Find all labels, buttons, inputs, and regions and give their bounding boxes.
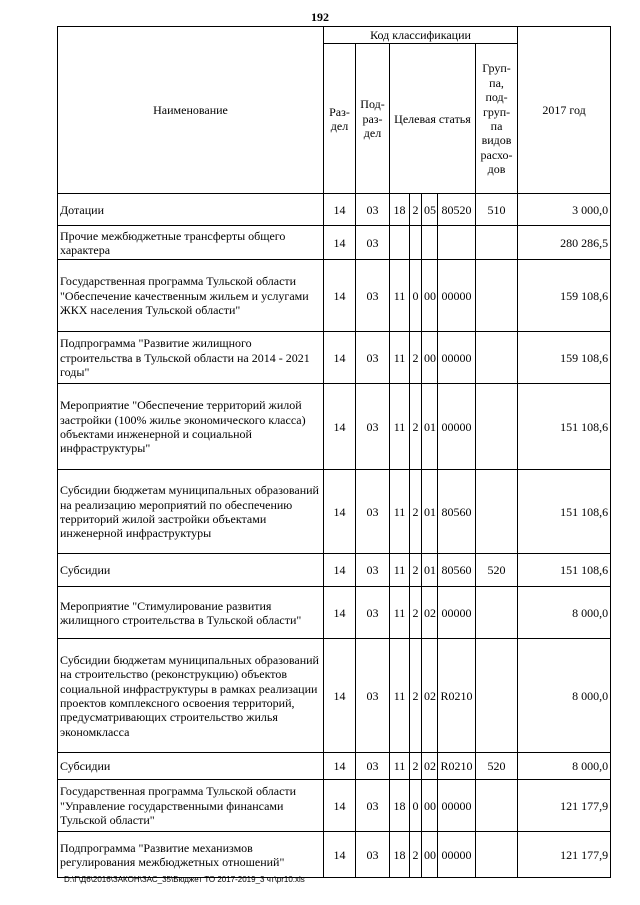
cell-amount: 8 000,0 (518, 639, 611, 753)
table-row (58, 832, 611, 878)
header-year: 2017 год (518, 27, 611, 194)
cell-name: Субсидии бюджетам муниципальных образований на строительство (реконструкцию) объектов социальной инфраструктуры в рамках реализации проектов комплексного освоения территорий, предусматривающих строительство жилья экономкласса (58, 639, 324, 753)
table-row (58, 194, 611, 226)
cell-subsection: 03 (356, 587, 390, 639)
cell-expense-group (476, 587, 518, 639)
cell-target-event: 01 (422, 470, 438, 554)
cell-target-subprogram: 2 (410, 332, 422, 384)
cell-expense-group: 520 (476, 753, 518, 780)
cell-name: Государственная программа Тульской области "Обеспечение качественным жильем и услугами ЖКХ населения Тульской области" (58, 260, 324, 332)
cell-target-event: 01 (422, 554, 438, 587)
cell-target-program: 11 (390, 639, 410, 753)
cell-target-subprogram: 2 (410, 554, 422, 587)
cell-amount: 159 108,6 (518, 332, 611, 384)
cell-target-program: 11 (390, 554, 410, 587)
cell-name: Субсидии бюджетам муниципальных образований на реализацию мероприятий по обеспечению территорий жилой застройки объектами инженерной инфраструктуры (58, 470, 324, 554)
table-row (58, 384, 611, 470)
header-row-top (58, 27, 611, 44)
cell-subsection: 03 (356, 554, 390, 587)
cell-name: Подпрограмма "Развитие механизмов регулирования межбюджетных отношений" (58, 832, 324, 878)
cell-target-direction: 80560 (438, 470, 476, 554)
cell-expense-group (476, 260, 518, 332)
cell-subsection: 03 (356, 260, 390, 332)
footer-file-path: D:\Г\Д6\2016\ЗАКОН\ЗАС_35\Бюджет ТО 2017-2019_3 чт\pr10.xls (64, 875, 305, 884)
cell-section: 14 (324, 554, 356, 587)
cell-target-direction: 00000 (438, 384, 476, 470)
cell-target-program: 11 (390, 587, 410, 639)
cell-target-program: 11 (390, 260, 410, 332)
cell-target-event: 00 (422, 332, 438, 384)
cell-target-direction (438, 226, 476, 260)
cell-section: 14 (324, 587, 356, 639)
cell-target-direction: R0210 (438, 639, 476, 753)
budget-table (57, 26, 611, 878)
cell-section: 14 (324, 194, 356, 226)
cell-target-event (422, 226, 438, 260)
cell-target-direction: 00000 (438, 587, 476, 639)
cell-target-event: 02 (422, 587, 438, 639)
cell-target-event: 02 (422, 639, 438, 753)
cell-target-subprogram: 2 (410, 832, 422, 878)
table-row (58, 226, 611, 260)
cell-amount: 151 108,6 (518, 470, 611, 554)
cell-section: 14 (324, 780, 356, 832)
cell-target-program: 18 (390, 194, 410, 226)
table-body (58, 194, 611, 878)
cell-name: Мероприятие "Стимулирование развития жилищного строительства в Тульской области" (58, 587, 324, 639)
cell-target-subprogram: 2 (410, 384, 422, 470)
cell-amount: 121 177,9 (518, 780, 611, 832)
cell-target-program: 11 (390, 470, 410, 554)
cell-subsection: 03 (356, 194, 390, 226)
cell-target-program: 11 (390, 753, 410, 780)
cell-expense-group (476, 639, 518, 753)
table-row (58, 753, 611, 780)
cell-amount: 151 108,6 (518, 554, 611, 587)
cell-target-event: 02 (422, 753, 438, 780)
cell-expense-group (476, 832, 518, 878)
cell-amount: 121 177,9 (518, 832, 611, 878)
cell-target-program: 18 (390, 780, 410, 832)
cell-expense-group (476, 780, 518, 832)
table-row (58, 332, 611, 384)
cell-name: Субсидии (58, 554, 324, 587)
cell-target-direction: 80520 (438, 194, 476, 226)
cell-name: Дотации (58, 194, 324, 226)
cell-target-direction: 80560 (438, 554, 476, 587)
header-expense-group: Груп-па, под-груп-па видов расхо-дов (476, 44, 518, 194)
cell-expense-group (476, 470, 518, 554)
cell-amount: 3 000,0 (518, 194, 611, 226)
cell-target-subprogram: 2 (410, 587, 422, 639)
cell-target-subprogram: 0 (410, 780, 422, 832)
cell-target-program: 11 (390, 332, 410, 384)
cell-target-event: 01 (422, 384, 438, 470)
cell-target-program (390, 226, 410, 260)
cell-subsection: 03 (356, 639, 390, 753)
cell-target-event: 00 (422, 260, 438, 332)
cell-target-direction: 00000 (438, 832, 476, 878)
cell-subsection: 03 (356, 753, 390, 780)
cell-target-direction: R0210 (438, 753, 476, 780)
cell-section: 14 (324, 384, 356, 470)
header-classification: Код классификации (324, 27, 518, 44)
cell-expense-group (476, 226, 518, 260)
cell-name: Подпрограмма "Развитие жилищного строительства в Тульской области на 2014 - 2021 годы" (58, 332, 324, 384)
table-row (58, 639, 611, 753)
cell-amount: 151 108,6 (518, 384, 611, 470)
cell-subsection: 03 (356, 384, 390, 470)
cell-section: 14 (324, 260, 356, 332)
cell-subsection: 03 (356, 226, 390, 260)
header-section: Раз-дел (324, 44, 356, 194)
header-name: Наименование (58, 27, 324, 194)
cell-name: Мероприятие "Обеспечение территорий жилой застройки (100% жилье экономического класса) объектами инженерной и социальной инфраструктуры" (58, 384, 324, 470)
cell-target-direction: 00000 (438, 332, 476, 384)
header-target-article: Целевая статья (390, 44, 476, 194)
cell-target-subprogram: 0 (410, 260, 422, 332)
cell-section: 14 (324, 639, 356, 753)
cell-target-subprogram: 2 (410, 639, 422, 753)
cell-target-program: 11 (390, 384, 410, 470)
cell-section: 14 (324, 226, 356, 260)
cell-target-event: 05 (422, 194, 438, 226)
table-row (58, 587, 611, 639)
cell-target-subprogram: 2 (410, 194, 422, 226)
page-number: 192 (311, 10, 329, 24)
table-row (58, 470, 611, 554)
cell-subsection: 03 (356, 470, 390, 554)
cell-target-program: 18 (390, 832, 410, 878)
cell-expense-group: 510 (476, 194, 518, 226)
cell-amount: 159 108,6 (518, 260, 611, 332)
cell-section: 14 (324, 470, 356, 554)
cell-name: Государственная программа Тульской области "Управление государственными финансами Тульской области" (58, 780, 324, 832)
cell-target-event: 00 (422, 832, 438, 878)
cell-subsection: 03 (356, 780, 390, 832)
cell-target-subprogram (410, 226, 422, 260)
cell-subsection: 03 (356, 832, 390, 878)
cell-expense-group (476, 384, 518, 470)
cell-target-subprogram: 2 (410, 753, 422, 780)
cell-target-event: 00 (422, 780, 438, 832)
cell-amount: 8 000,0 (518, 587, 611, 639)
cell-amount: 8 000,0 (518, 753, 611, 780)
cell-section: 14 (324, 332, 356, 384)
cell-section: 14 (324, 832, 356, 878)
cell-expense-group: 520 (476, 554, 518, 587)
cell-section: 14 (324, 753, 356, 780)
header-subsection: Под-раз-дел (356, 44, 390, 194)
table-row (58, 780, 611, 832)
table-row (58, 260, 611, 332)
cell-expense-group (476, 332, 518, 384)
cell-amount: 280 286,5 (518, 226, 611, 260)
cell-target-direction: 00000 (438, 260, 476, 332)
cell-subsection: 03 (356, 332, 390, 384)
cell-target-direction: 00000 (438, 780, 476, 832)
cell-target-subprogram: 2 (410, 470, 422, 554)
table-row (58, 554, 611, 587)
cell-name: Прочие межбюджетные трансферты общего характера (58, 226, 324, 260)
cell-name: Субсидии (58, 753, 324, 780)
